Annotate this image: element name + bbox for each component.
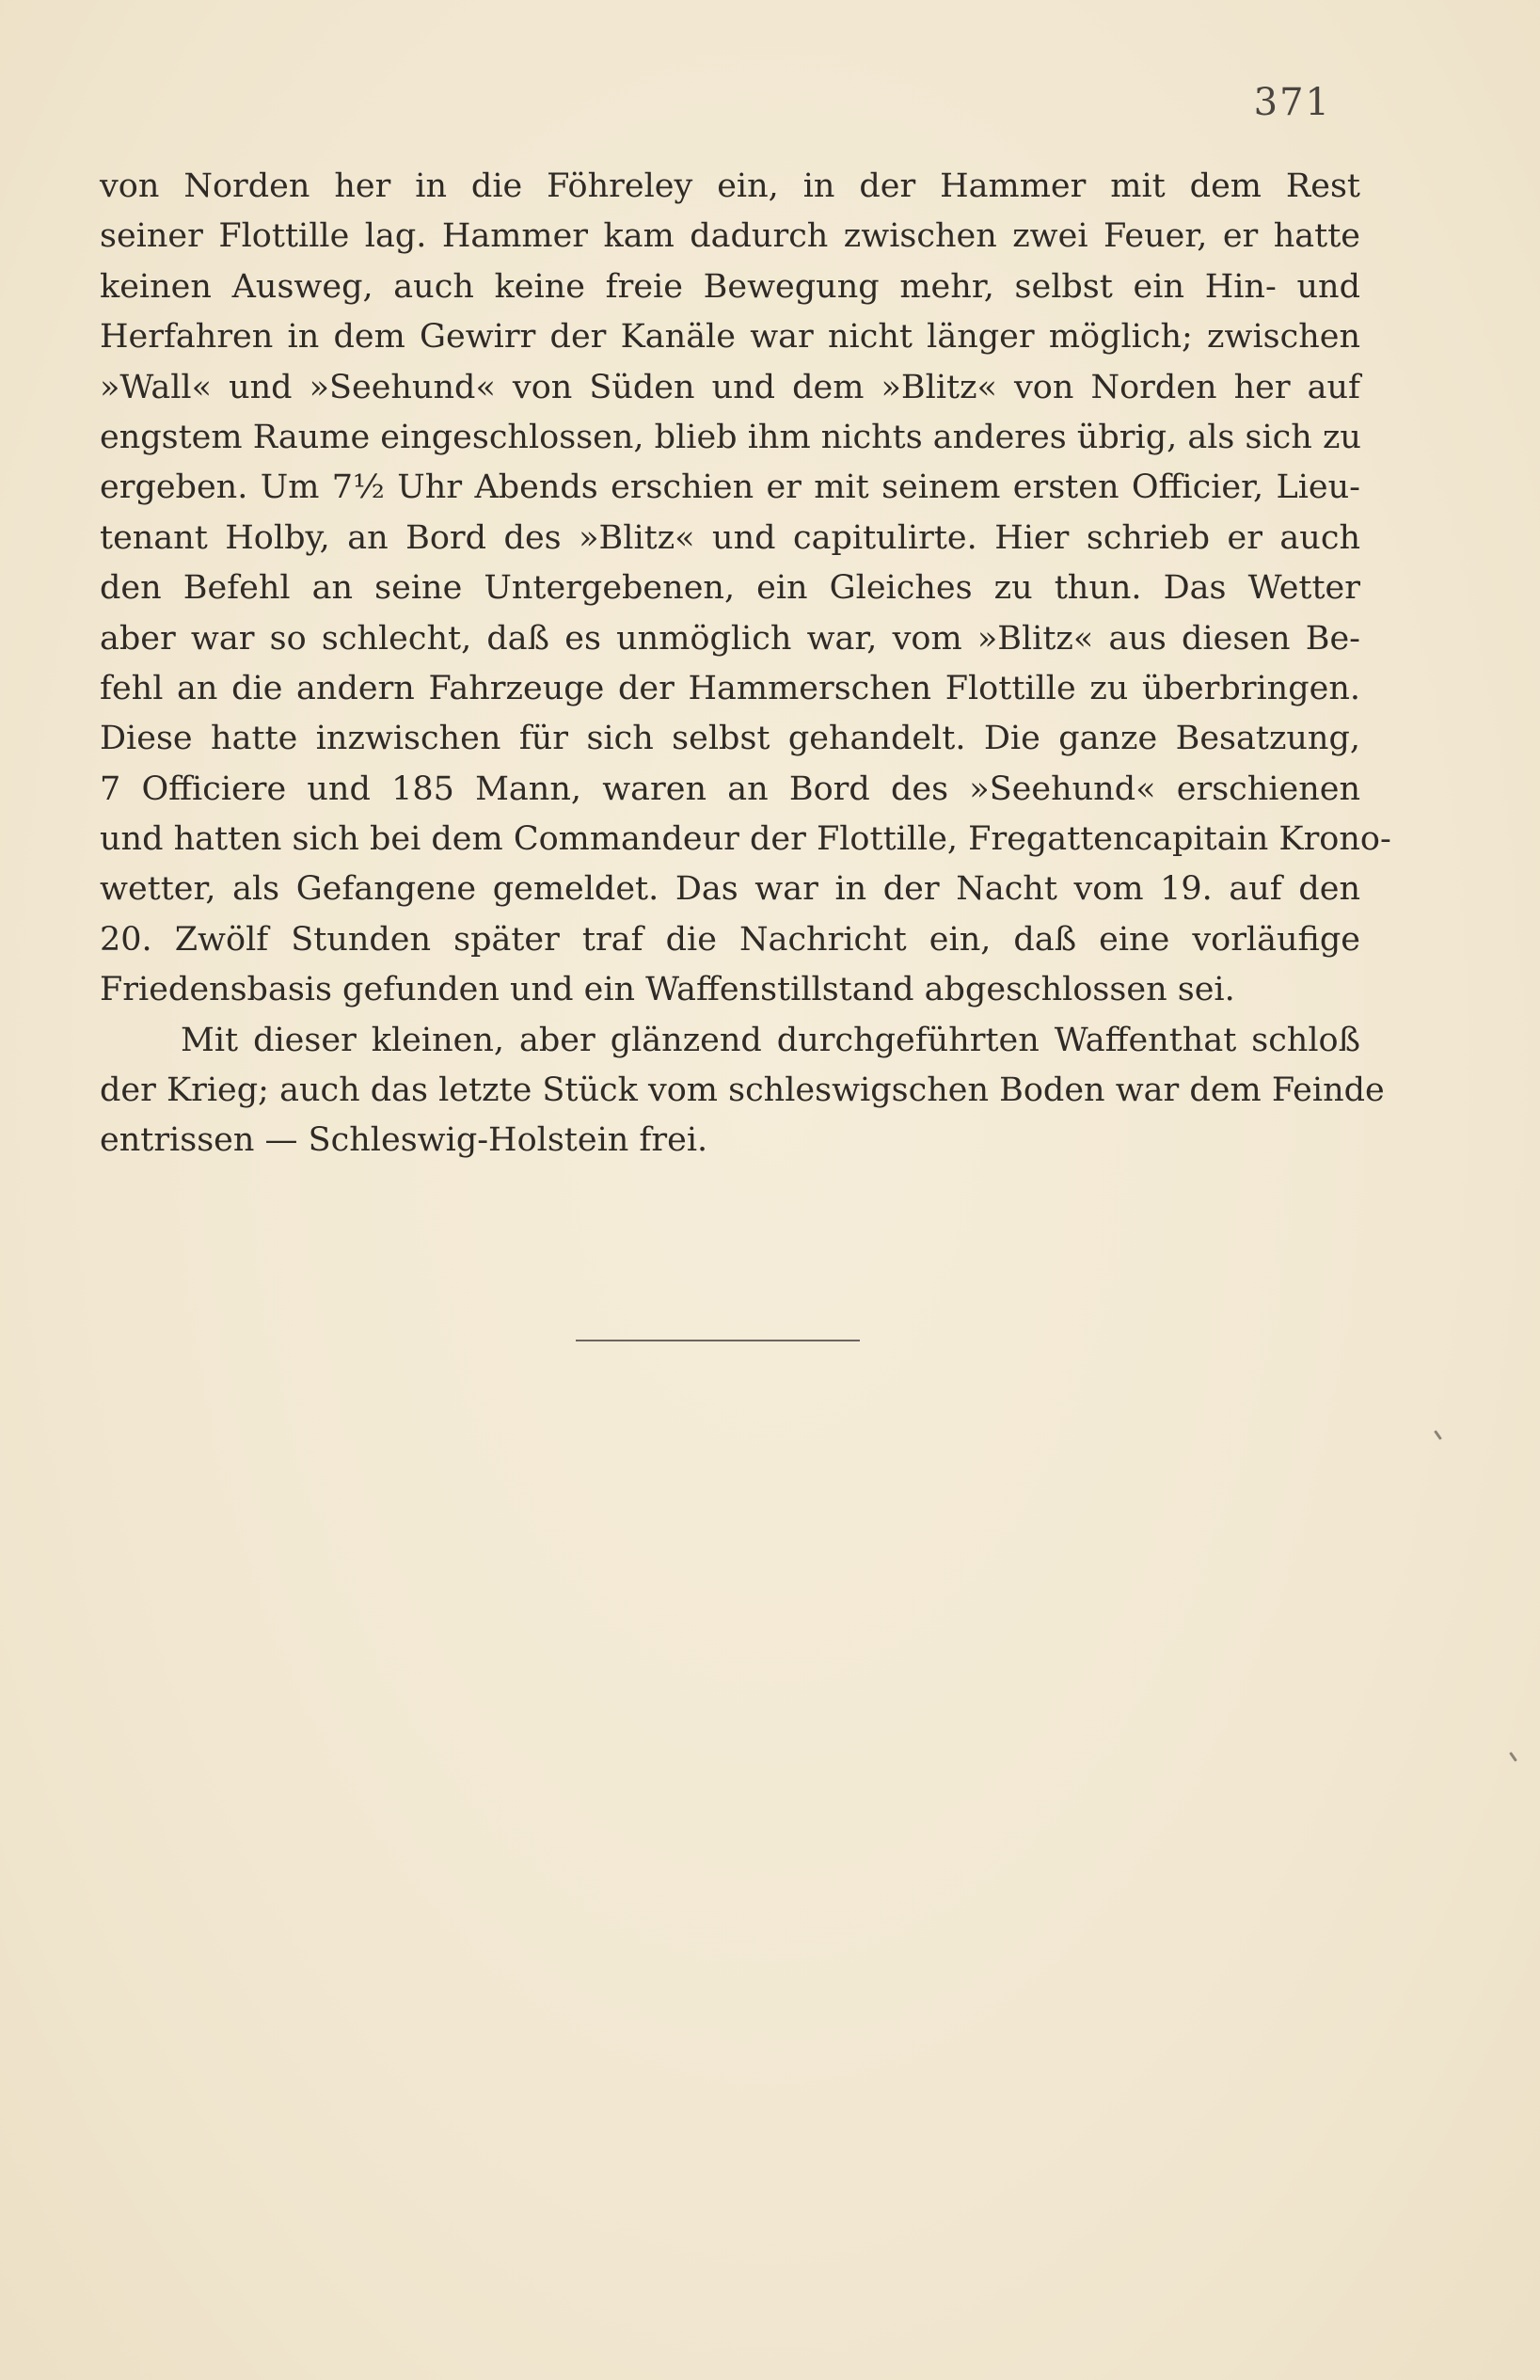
text-line: 7 Officiere und 185 Mann, waren an Bord des »Seehund« erschienen — [100, 770, 1360, 808]
text-line: Friedensbasis gefunden und ein Waffenstillstand abgeschlossen sei. — [100, 971, 1235, 1009]
text-line: der Krieg; auch das letzte Stück vom schleswigschen Boden war dem Feinde — [100, 1071, 1385, 1110]
end-rule — [576, 1340, 860, 1341]
text-line: aber war so schlecht, daß es unmöglich war, vom »Blitz« aus diesen Be- — [100, 619, 1360, 658]
body-text — [100, 162, 1391, 1166]
text-line: und hatten sich bei dem Commandeur der Flottille, Fregattencapitain Krono- — [100, 820, 1391, 859]
text-line: Herfahren in dem Gewirr der Kanäle war nicht länger möglich; zwischen — [100, 318, 1360, 357]
text-line: 20. Zwölf Stunden später traf die Nachricht ein, daß eine vorläufige — [100, 920, 1360, 959]
text-line: fehl an die andern Fahrzeuge der Hammerschen Flottille zu überbringen. — [100, 669, 1360, 707]
paper-speck — [1509, 1752, 1517, 1762]
text-line: »Wall« und »Seehund« von Süden und dem »Blitz« von Norden her auf — [100, 368, 1360, 406]
paper-speck — [1434, 1430, 1442, 1440]
text-line: ergeben. Um 7½ Uhr Abends erschien er mit seinem ersten Officier, Lieu- — [100, 468, 1360, 507]
text-line: wetter, als Gefangene gemeldet. Das war in der Nacht vom 19. auf den — [100, 870, 1360, 909]
page-number: 371 — [1253, 81, 1331, 124]
text-line: seiner Flottille lag. Hammer kam dadurch zwischen zwei Feuer, er hatte — [100, 217, 1360, 256]
text-line: Mit dieser kleinen, aber glänzend durchgeführten Waffenthat schloß — [181, 1021, 1360, 1059]
text-line: von Norden her in die Föhreley ein, in der Hammer mit dem Rest — [100, 167, 1360, 205]
text-line: engstem Raume eingeschlossen, blieb ihm nichts anderes übrig, als sich zu — [100, 418, 1361, 456]
text-line: keinen Ausweg, auch keine freie Bewegung mehr, selbst ein Hin- und — [100, 267, 1360, 306]
text-line: entrissen — Schleswig-Holstein frei. — [100, 1121, 708, 1160]
text-line: den Befehl an seine Untergebenen, ein Gleiches zu thun. Das Wetter — [100, 569, 1360, 608]
text-line: tenant Holby, an Bord des »Blitz« und capitulirte. Hier schrieb er auch — [100, 518, 1360, 557]
text-line: Diese hatte inzwischen für sich selbst gehandelt. Die ganze Besatzung, — [100, 720, 1360, 758]
